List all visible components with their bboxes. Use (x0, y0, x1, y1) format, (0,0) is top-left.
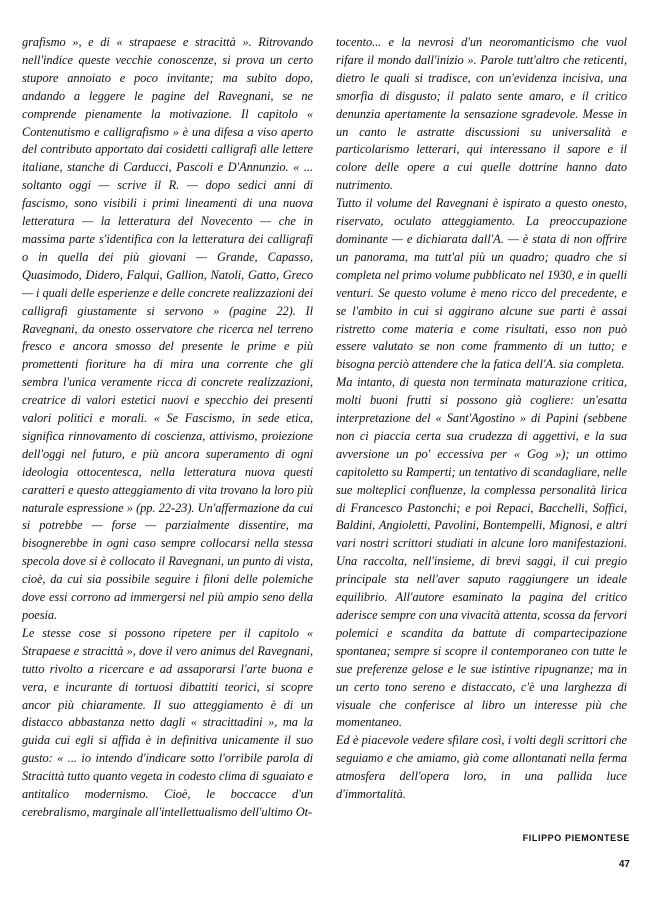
paragraph: Tutto il volume del Ravegnani è ispirato a questo onesto, riservato, oculato atteggiamento. La preoccupazione dominante — e dichiarata dall'A. — è stata di non offrire un panorama, ma tutt'al più un quadro; quadro che si completa nel primo volume pubblicato nel 1930, e in quelli venturi. Se questo volume è meno ricco del precedente, e se l'ambito in cui si aggirano alcune sue parti è assai ristretto come materia e come risultati, esso non può essere valutato se non come frammento di un tutto; e bisogna perciò attendere che la fatica dell'A. sia completa. (336, 196, 627, 372)
paragraph: Ed è piacevole vedere sfilare così, i volti degli scrittori che seguiamo e che amiamo, già come allontanati nella ferma atmosfera dell'opera loro, in una pallida luce d'immortalità. (336, 733, 627, 802)
paragraph: Le stesse cose si possono ripetere per il capitolo « Strapaese e stracittà », dove il vero animus del Ravegnani, tutto rivolto a ricercare e ad assaporarsi l'arte buona e vera, e incurante di tortuosi dibattiti teorici, si scopre ancor più chiaramente. Il suo atteggiamento è di un distacco abbastanza netto dagli « stracittadini », ma la guida cui egli si affida è in definitiva unicamente il suo gusto: « ... io intendo d'indicare sotto l'orribile parola di Stracittà tutto quanto vegeta in codesto clima di sguaiato e antitalico modernismo. Cioè, le boccacce d'un cerebralismo, marginale all'intellettualismo dell'ultimo Ot- (22, 625, 313, 819)
paragraph: tocento... e la nevrosi d'un neoromanticismo che vuol rifare il mondo dall'inizio ». Parole tutt'altro che reticenti, dietro le quali si tradisce, con un'evidenza incisiva, una smorfia di disgusto; il palato sente amaro, e il critico denunzia apertamente la sensazione sgradevole. Messe in un canto le astratte discussioni su universalità e particolarismo letterari, qui interessano il sapore e il colore delle opere a cui quelle dottrine hanno dato nutrimento. (336, 35, 627, 193)
right-column (336, 34, 627, 804)
paragraph: grafismo », e di « strapaese e stracittà ». Ritrovando nell'indice queste vecchie conoscenze, si prova un certo stupore annoiato e poco invitante; ma subito dopo, andando a leggere le pagine del Ravegnani, se ne comprende pienamente la motivazione. Il capitolo « Contenutismo e calligrafismo » è una difesa a viso aperto del contributo apportato dai cosidetti calligrafi alle lettere italiane, stanche di Carducci, Pascoli e D'Annunzio. « ... soltanto oggi — scrive il R. — dopo sedici anni di fascismo, sono visibili i primi lineamenti di una nuova letteratura — la letteratura del Novecento — che in massima parte s'identifica con la letteratura dei calligrafi o in quella dei più giovani — Grande, Capasso, Quasimodo, Didero, Falqui, Gallion, Natoli, Gatto, Greco — i quali delle esperienze e delle concrete realizzazioni dei calligrafi giustamente si servono » (pagine 22). Il Ravegnani, da onesto osservatore che ricerca nel terreno fresco e ancora smosso del presente le prime e più promettenti fioriture ha di mira una corrente che gli sembra l'unica veramente ricca di concrete realizzazioni, creatrice di valori estetici nuovi e specchio dei presenti valori politici e morali. « Se Fascismo, in sede etica, significa rinnovamento di coscienza, attivismo, proiezione dell'oggi nel futuro, e più ancora superamento di ogni ideologia ottocentesca, nella letteratura nuova questi caratteri e questo atteggiamento di vita trovano la loro più naturale espressione » (pp. 22-23). Un'affermazione da cui si potrebbe — forse — parzialmente dissentire, ma bisognerebbe in ogni caso sempre collocarsi nella stessa specola dove si è collocato il Ravegnani, un punto di vista, cioè, da cui sia possibile seguire i filoni delle polemiche dove essi corrono ad immergersi nel più ampio seno della poesia. (22, 35, 313, 622)
left-column (22, 34, 313, 822)
author-signature: FILIPPO PIEMONTESE (522, 833, 630, 843)
paragraph: Ma intanto, di questa non terminata maturazione critica, molti buoni frutti si possono già cogliere: un'esatta interpretazione del « Sant'Agostino » di Papini (sebbene non ci piaccia certa sua crudezza di aggettivi, e la sua avversione un po' eccessiva per « Gog »); un ottimo capitoletto su Ramperti; un tentativo di scandagliare, nelle sue molteplici confluenze, la complessa personalità lirica di Francesco Pastonchi; e poi Repaci, Bacchelli, Soffici, Baldini, Angioletti, Pavolini, Bontempelli, Mignosi, e altri vari nostri scrittori studiati in alcune loro manifestazioni. Una raccolta, nell'insieme, di brevi saggi, il cui pregio principale sta nell'aver saputo raggiungere un ideale equilibrio. All'autore esaminato la pagina del critico aderisce sempre con una vivacità attenta, scossa da fervori polemici e scandita da battute di compartecipazione spontanea; sempre si scopre il contemporaneo con tutte le sue preferenze gelose e le sue istintive ripugnanze; ma in un certo tono sereno e distaccato, c'è una larghezza di visuale che conferisce al libro un interesse più che momentaneo. (336, 375, 627, 730)
page-number: 47 (618, 859, 630, 870)
